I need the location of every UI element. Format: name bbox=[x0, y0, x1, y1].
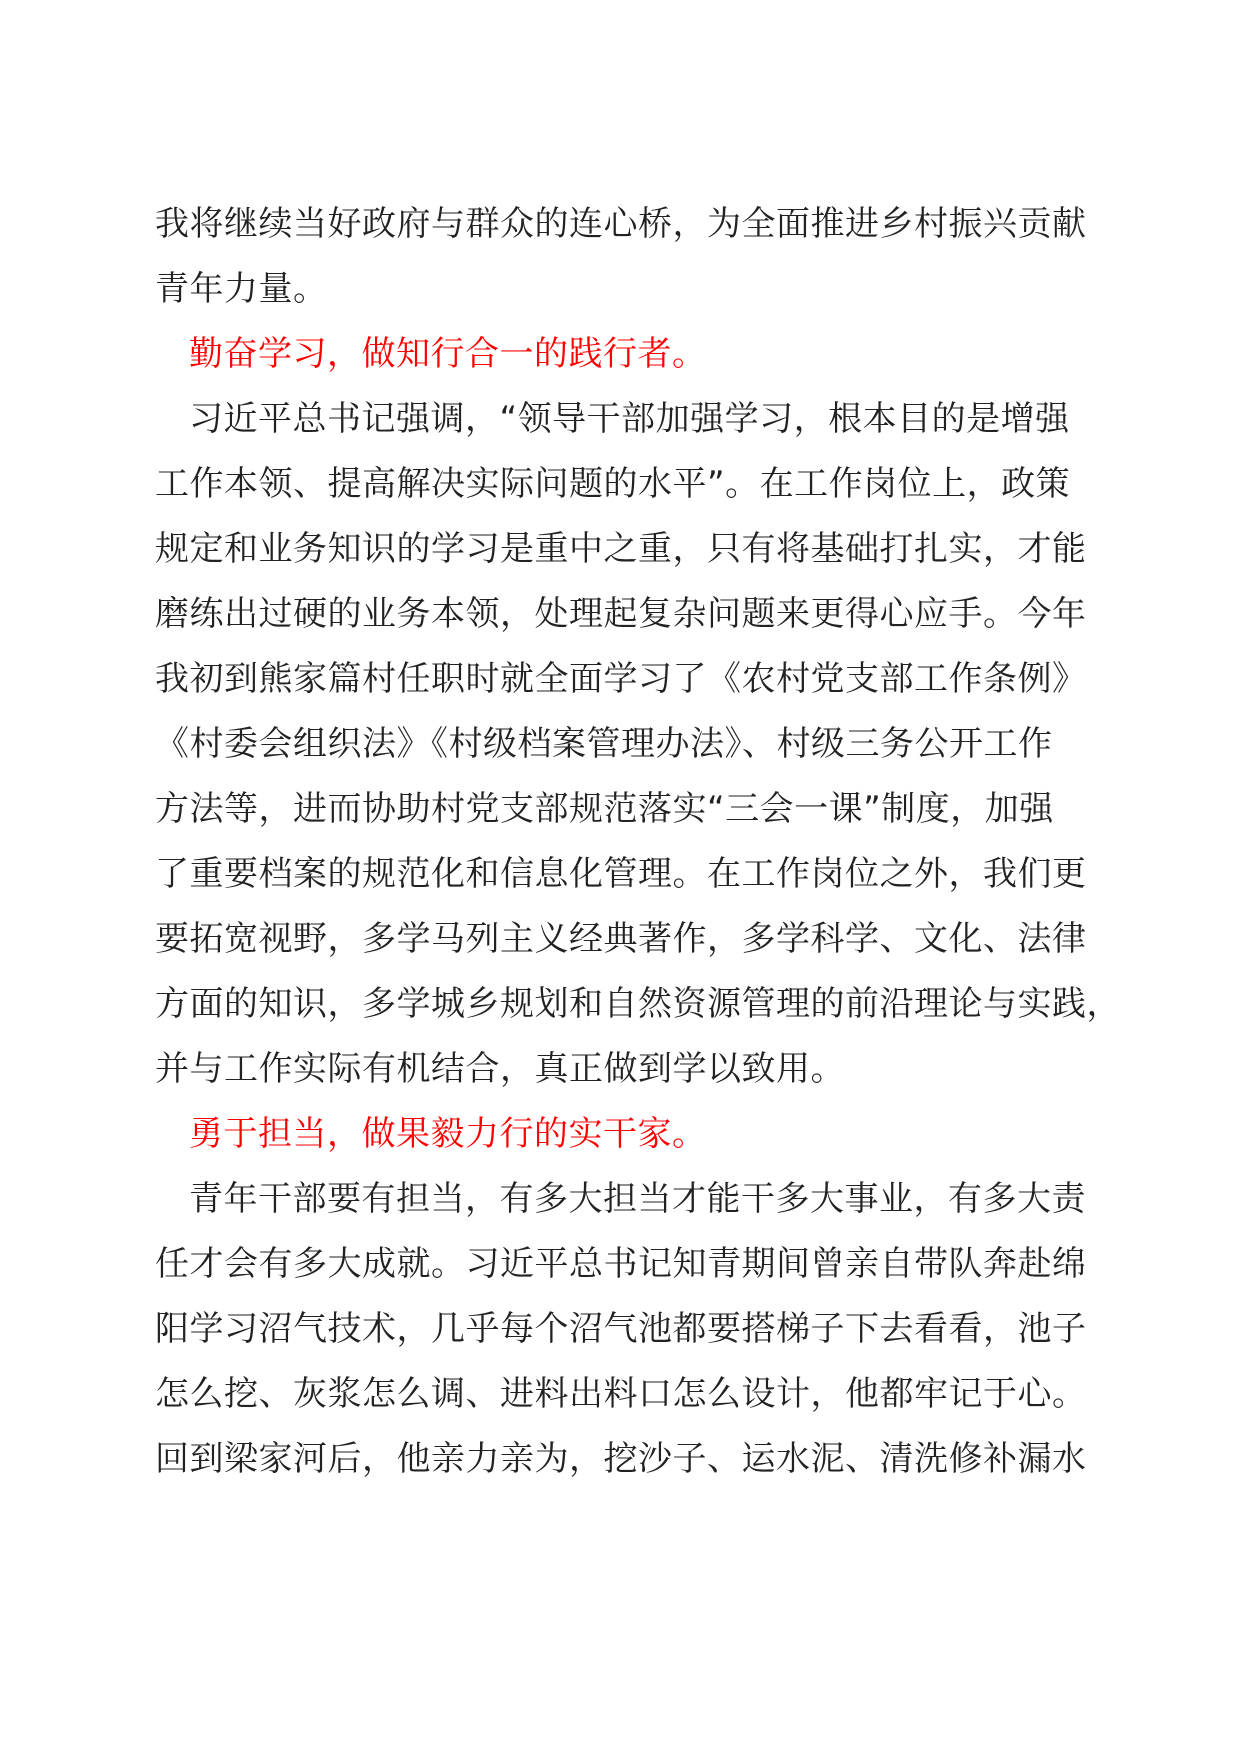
document-body bbox=[155, 192, 1121, 1492]
paragraph-line: 任才会有多大成就。习近平总书记知青期间曾亲自带队奔赴绵 bbox=[155, 1244, 1087, 1284]
paragraph-line: 并与工作实际有机结合，真正做到学以致用。 bbox=[155, 1049, 845, 1089]
paragraph-line: 工作本领、提高解决实际问题的水平”。在工作岗位上，政策 bbox=[155, 464, 1071, 504]
paragraph-line: 我初到熊家篇村任职时就全面学习了《农村党支部工作条例》 bbox=[155, 659, 1087, 699]
paragraph-line: 方面的知识，多学城乡规划和自然资源管理的前沿理论与实践， bbox=[155, 984, 1121, 1024]
paragraph-line: 青年力量。 bbox=[155, 269, 328, 309]
paragraph-line: 《村委会组织法》《村级档案管理办法》、村级三务公开工作 bbox=[155, 724, 1053, 764]
paragraph-line: 青年干部要有担当，有多大担当才能干多大事业，有多大责 bbox=[189, 1179, 1086, 1219]
paragraph-line: 要拓宽视野，多学马列主义经典著作，多学科学、文化、法律 bbox=[155, 919, 1087, 959]
paragraph-line: 了重要档案的规范化和信息化管理。在工作岗位之外，我们更 bbox=[155, 854, 1087, 894]
paragraph-line: 怎么挖、灰浆怎么调、进料出料口怎么设计，他都牢记于心。 bbox=[155, 1374, 1087, 1414]
paragraph-line: 习近平总书记强调，“领导干部加强学习，根本目的是增强 bbox=[189, 399, 1070, 439]
paragraph-line: 规定和业务知识的学习是重中之重，只有将基础打扎实，才能 bbox=[155, 529, 1087, 569]
section-heading-responsibility: 勇于担当，做果毅力行的实干家。 bbox=[189, 1114, 707, 1154]
paragraph-line: 我将继续当好政府与群众的连心桥，为全面推进乡村振兴贡献 bbox=[155, 204, 1087, 244]
paragraph-line: 方法等，进而协助村党支部规范落实“三会一课”制度，加强 bbox=[155, 789, 1054, 829]
paragraph-line: 阳学习沼气技术，几乎每个沼气池都要搭梯子下去看看，池子 bbox=[155, 1309, 1087, 1349]
section-heading-study: 勤奋学习，做知行合一的践行者。 bbox=[189, 334, 707, 374]
paragraph-line: 回到梁家河后，他亲力亲为，挖沙子、运水泥、清洗修补漏水 bbox=[155, 1439, 1087, 1479]
paragraph-line: 磨练出过硬的业务本领，处理起复杂问题来更得心应手。今年 bbox=[155, 594, 1087, 634]
